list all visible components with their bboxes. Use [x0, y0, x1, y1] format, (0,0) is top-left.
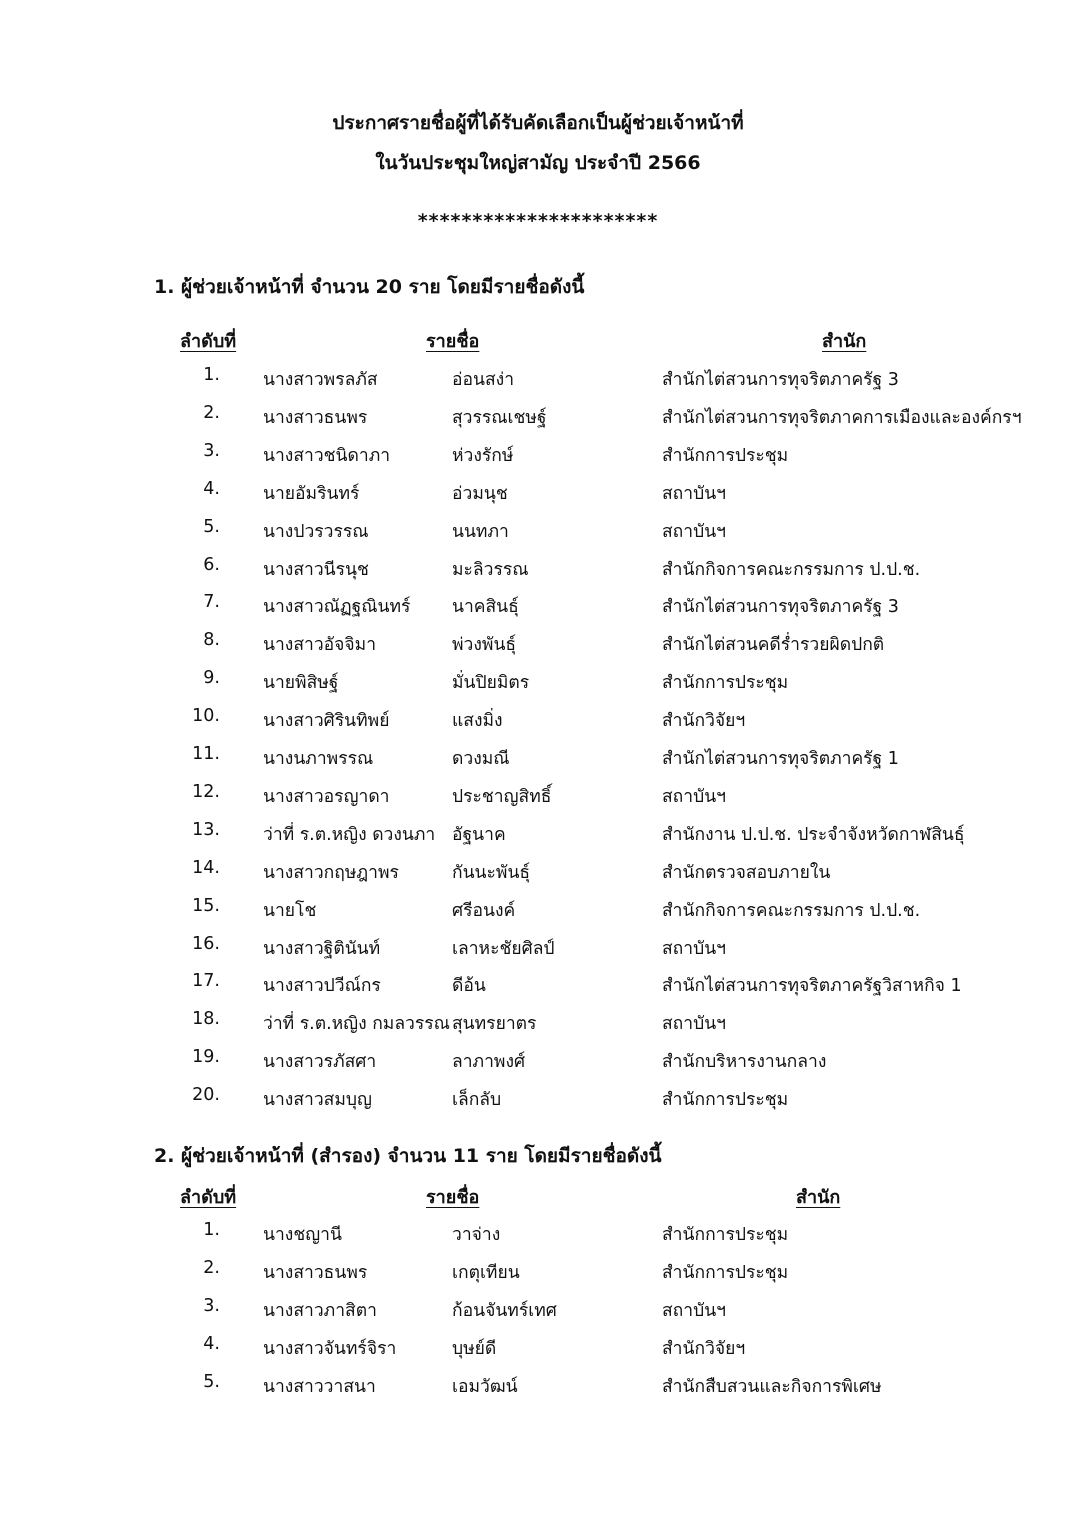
- table-row: [0, 1334, 1076, 1372]
- row-name: ว่าที่ ร.ต.หญิง ดวงนภา: [263, 824, 436, 845]
- row-office: สำนักไต่สวนการทุจริตภาครัฐ 1: [662, 749, 899, 769]
- row-surname: นนทภา: [452, 521, 509, 542]
- row-number: 4.: [203, 1333, 220, 1354]
- row-surname: อ่วมนุช: [452, 483, 508, 504]
- row-surname: ก้อนจันทร์เทศ: [452, 1300, 557, 1321]
- row-surname: เกตุเทียน: [452, 1262, 520, 1283]
- row-number: 11.: [192, 744, 220, 764]
- row-surname: สุวรรณเชษฐ์: [452, 407, 547, 428]
- row-surname: สุนทรยาตร: [452, 1014, 537, 1035]
- table-row: [0, 668, 1076, 706]
- row-number: 15.: [192, 895, 220, 916]
- row-office: สำนักไต่สวนการทุจริตภาครัฐ 3: [662, 597, 899, 618]
- row-name: นางสาวอัจจิมา: [263, 635, 377, 656]
- section2-col-order-header: ลำดับที่: [180, 1187, 237, 1208]
- row-name: นางสาวนีรนุช: [263, 559, 369, 580]
- row-name: นางชญานี: [263, 1225, 342, 1245]
- row-name: นางสาวปวีณ์กร: [263, 976, 381, 997]
- separator-asterisks: **********************: [417, 210, 659, 232]
- table-row: [0, 403, 1076, 441]
- row-office: สำนักการประชุม: [662, 1262, 789, 1283]
- table-row: [0, 555, 1076, 593]
- row-surname: กันนะพันธุ์: [452, 862, 531, 883]
- row-number: 1.: [203, 365, 220, 385]
- row-number: 16.: [192, 933, 220, 954]
- row-name: นางสาวภาสิตา: [263, 1300, 377, 1321]
- table-row: [0, 971, 1076, 1009]
- row-name: นางสาววาสนา: [263, 1376, 376, 1397]
- row-surname: ห่วงรักษ์: [452, 445, 514, 466]
- row-office: สำนักบริหารงานกลาง: [662, 1052, 827, 1073]
- row-name: นางสาวณัฏฐณินทร์: [263, 597, 411, 618]
- row-surname: เล็กลับ: [452, 1090, 502, 1111]
- row-number: 13.: [192, 819, 220, 840]
- row-office: สำนักไต่สวนการทุจริตภาคการเมืองและองค์กรฯ: [662, 407, 1022, 428]
- row-surname: อัฐนาค: [452, 824, 506, 845]
- row-number: 3.: [203, 1295, 220, 1316]
- row-office: สำนักวิจัยฯ: [662, 1338, 746, 1359]
- row-number: 2.: [203, 402, 220, 423]
- table-row: [0, 896, 1076, 934]
- table-row: [0, 1220, 1076, 1258]
- row-name: นายอัมรินทร์: [263, 483, 360, 504]
- table-row: [0, 820, 1076, 858]
- row-number: 7.: [203, 592, 220, 613]
- row-surname: พ่วงพันธุ์: [452, 635, 517, 656]
- document-title-line2: ในวันประชุมใหญ่สามัญ ประจำปี 2566: [375, 152, 701, 174]
- row-name: นางสาวสมบุญ: [263, 1090, 372, 1111]
- row-office: สำนักการประชุม: [662, 673, 789, 694]
- table-row: [0, 1296, 1076, 1334]
- row-name: นางสาวศิรินทิพย์: [263, 711, 390, 732]
- row-number: 12.: [192, 781, 220, 802]
- section1-col-office-header: สำนัก: [822, 331, 867, 352]
- row-surname: แสงมิ่ง: [452, 711, 503, 732]
- row-office: สำนักไต่สวนการทุจริตภาครัฐวิสาหกิจ 1: [662, 976, 962, 997]
- row-number: 9.: [203, 668, 220, 689]
- table-row: [0, 1258, 1076, 1296]
- row-surname: ดวงมณี: [452, 749, 510, 769]
- row-surname: เอมวัฒน์: [452, 1376, 518, 1397]
- row-surname: มะลิวรรณ: [452, 559, 529, 580]
- table-row: [0, 365, 1076, 403]
- table-row: [0, 630, 1076, 668]
- row-name: นางปวรวรรณ: [263, 521, 369, 542]
- row-office: สำนักสืบสวนและกิจการพิเศษ: [662, 1376, 882, 1397]
- row-name: นางสาวธนพร: [263, 407, 368, 428]
- row-surname: ลาภาพงศ์: [452, 1052, 526, 1073]
- row-office: สำนักไต่สวนการทุจริตภาครัฐ 3: [662, 370, 899, 390]
- table-row: [0, 479, 1076, 517]
- row-surname: อ่อนสง่า: [452, 370, 515, 390]
- row-office: สำนักกิจการคณะกรรมการ ป.ป.ช.: [662, 900, 921, 921]
- document-title-line1: ประกาศรายชื่อผู้ที่ได้รับคัดเลือกเป็นผู้ช่วยเจ้าหน้าที่: [332, 112, 744, 134]
- row-office: สถาบันฯ: [662, 1300, 727, 1321]
- row-name: นางสาวพรลภัส: [263, 370, 378, 390]
- table-row: [0, 1047, 1076, 1085]
- row-number: 20.: [192, 1085, 220, 1106]
- row-number: 17.: [192, 971, 220, 992]
- row-number: 6.: [203, 554, 220, 575]
- row-office: สถาบันฯ: [662, 483, 727, 504]
- row-name: นายโช: [263, 900, 317, 921]
- table-row: [0, 782, 1076, 820]
- table-row: [0, 934, 1076, 972]
- table-row: [0, 441, 1076, 479]
- row-office: สถาบันฯ: [662, 1014, 727, 1035]
- row-number: 19.: [192, 1047, 220, 1068]
- row-office: สถาบันฯ: [662, 938, 727, 959]
- row-surname: ประชาญสิทธิ์: [452, 786, 552, 807]
- row-name: นางสาวชนิดาภา: [263, 445, 391, 466]
- section2-col-name-header: รายชื่อ: [426, 1187, 480, 1208]
- row-surname: วาจ่าง: [452, 1225, 501, 1245]
- table-row: [0, 1009, 1076, 1047]
- row-name: นางสาวกฤษฎาพร: [263, 862, 399, 883]
- row-surname: นาคสินธุ์: [452, 597, 519, 618]
- row-name: นางสาวฐิตินันท์: [263, 938, 381, 959]
- row-surname: ดีอ้น: [452, 976, 486, 997]
- table-row: [0, 744, 1076, 782]
- row-name: นางสาวรภัสศา: [263, 1052, 377, 1073]
- row-surname: เลาหะชัยศิลป์: [452, 938, 555, 959]
- row-surname: บุษย์ดี: [452, 1338, 497, 1359]
- row-office: สถาบันฯ: [662, 521, 727, 542]
- row-name: นางสาวธนพร: [263, 1262, 368, 1283]
- table-row: [0, 1085, 1076, 1123]
- row-name: นางนภาพรรณ: [263, 749, 374, 769]
- row-number: 5.: [203, 516, 220, 537]
- row-office: สำนักการประชุม: [662, 1225, 789, 1245]
- table-row: [0, 1372, 1076, 1410]
- row-name: ว่าที่ ร.ต.หญิง กมลวรรณ: [263, 1014, 450, 1035]
- row-office: สำนักงาน ป.ป.ช. ประจำจังหวัดกาฬสินธุ์: [662, 824, 965, 845]
- row-office: สำนักกิจการคณะกรรมการ ป.ป.ช.: [662, 559, 921, 580]
- section2-heading: 2. ผู้ช่วยเจ้าหน้าที่ (สำรอง) จำนวน 11 ราย โดยมีรายชื่อดังนี้: [154, 1145, 662, 1167]
- row-surname: มั่นปิยมิตร: [452, 673, 530, 694]
- row-office: สำนักตรวจสอบภายใน: [662, 862, 831, 883]
- row-number: 3.: [203, 440, 220, 461]
- row-office: สำนักการประชุม: [662, 1090, 789, 1111]
- row-office: สำนักการประชุม: [662, 445, 789, 466]
- row-office: สำนักวิจัยฯ: [662, 711, 746, 732]
- section1-col-order-header: ลำดับที่: [180, 331, 237, 352]
- row-number: 10.: [192, 706, 220, 727]
- row-number: 14.: [192, 857, 220, 878]
- row-name: นายพิสิษฐ์: [263, 673, 339, 694]
- section1-col-name-header: รายชื่อ: [426, 331, 480, 352]
- row-surname: ศรีอนงค์: [452, 900, 516, 921]
- row-number: 18.: [192, 1009, 220, 1030]
- row-number: 5.: [203, 1371, 220, 1392]
- row-number: 2.: [203, 1257, 220, 1278]
- table-row: [0, 858, 1076, 896]
- row-office: สำนักไต่สวนคดีร่ำรวยผิดปกติ: [662, 635, 885, 656]
- row-name: นางสาวจันทร์จิรา: [263, 1338, 397, 1359]
- table-row: [0, 517, 1076, 555]
- table-row: [0, 706, 1076, 744]
- row-office: สถาบันฯ: [662, 786, 727, 807]
- row-number: 1.: [203, 1220, 220, 1240]
- section1-heading: 1. ผู้ช่วยเจ้าหน้าที่ จำนวน 20 ราย โดยมีรายชื่อดังนี้: [154, 276, 585, 298]
- row-number: 4.: [203, 478, 220, 499]
- row-number: 8.: [203, 630, 220, 651]
- row-name: นางสาวอรญาดา: [263, 786, 390, 807]
- section2-col-office-header: สำนัก: [796, 1187, 841, 1208]
- table-row: [0, 592, 1076, 630]
